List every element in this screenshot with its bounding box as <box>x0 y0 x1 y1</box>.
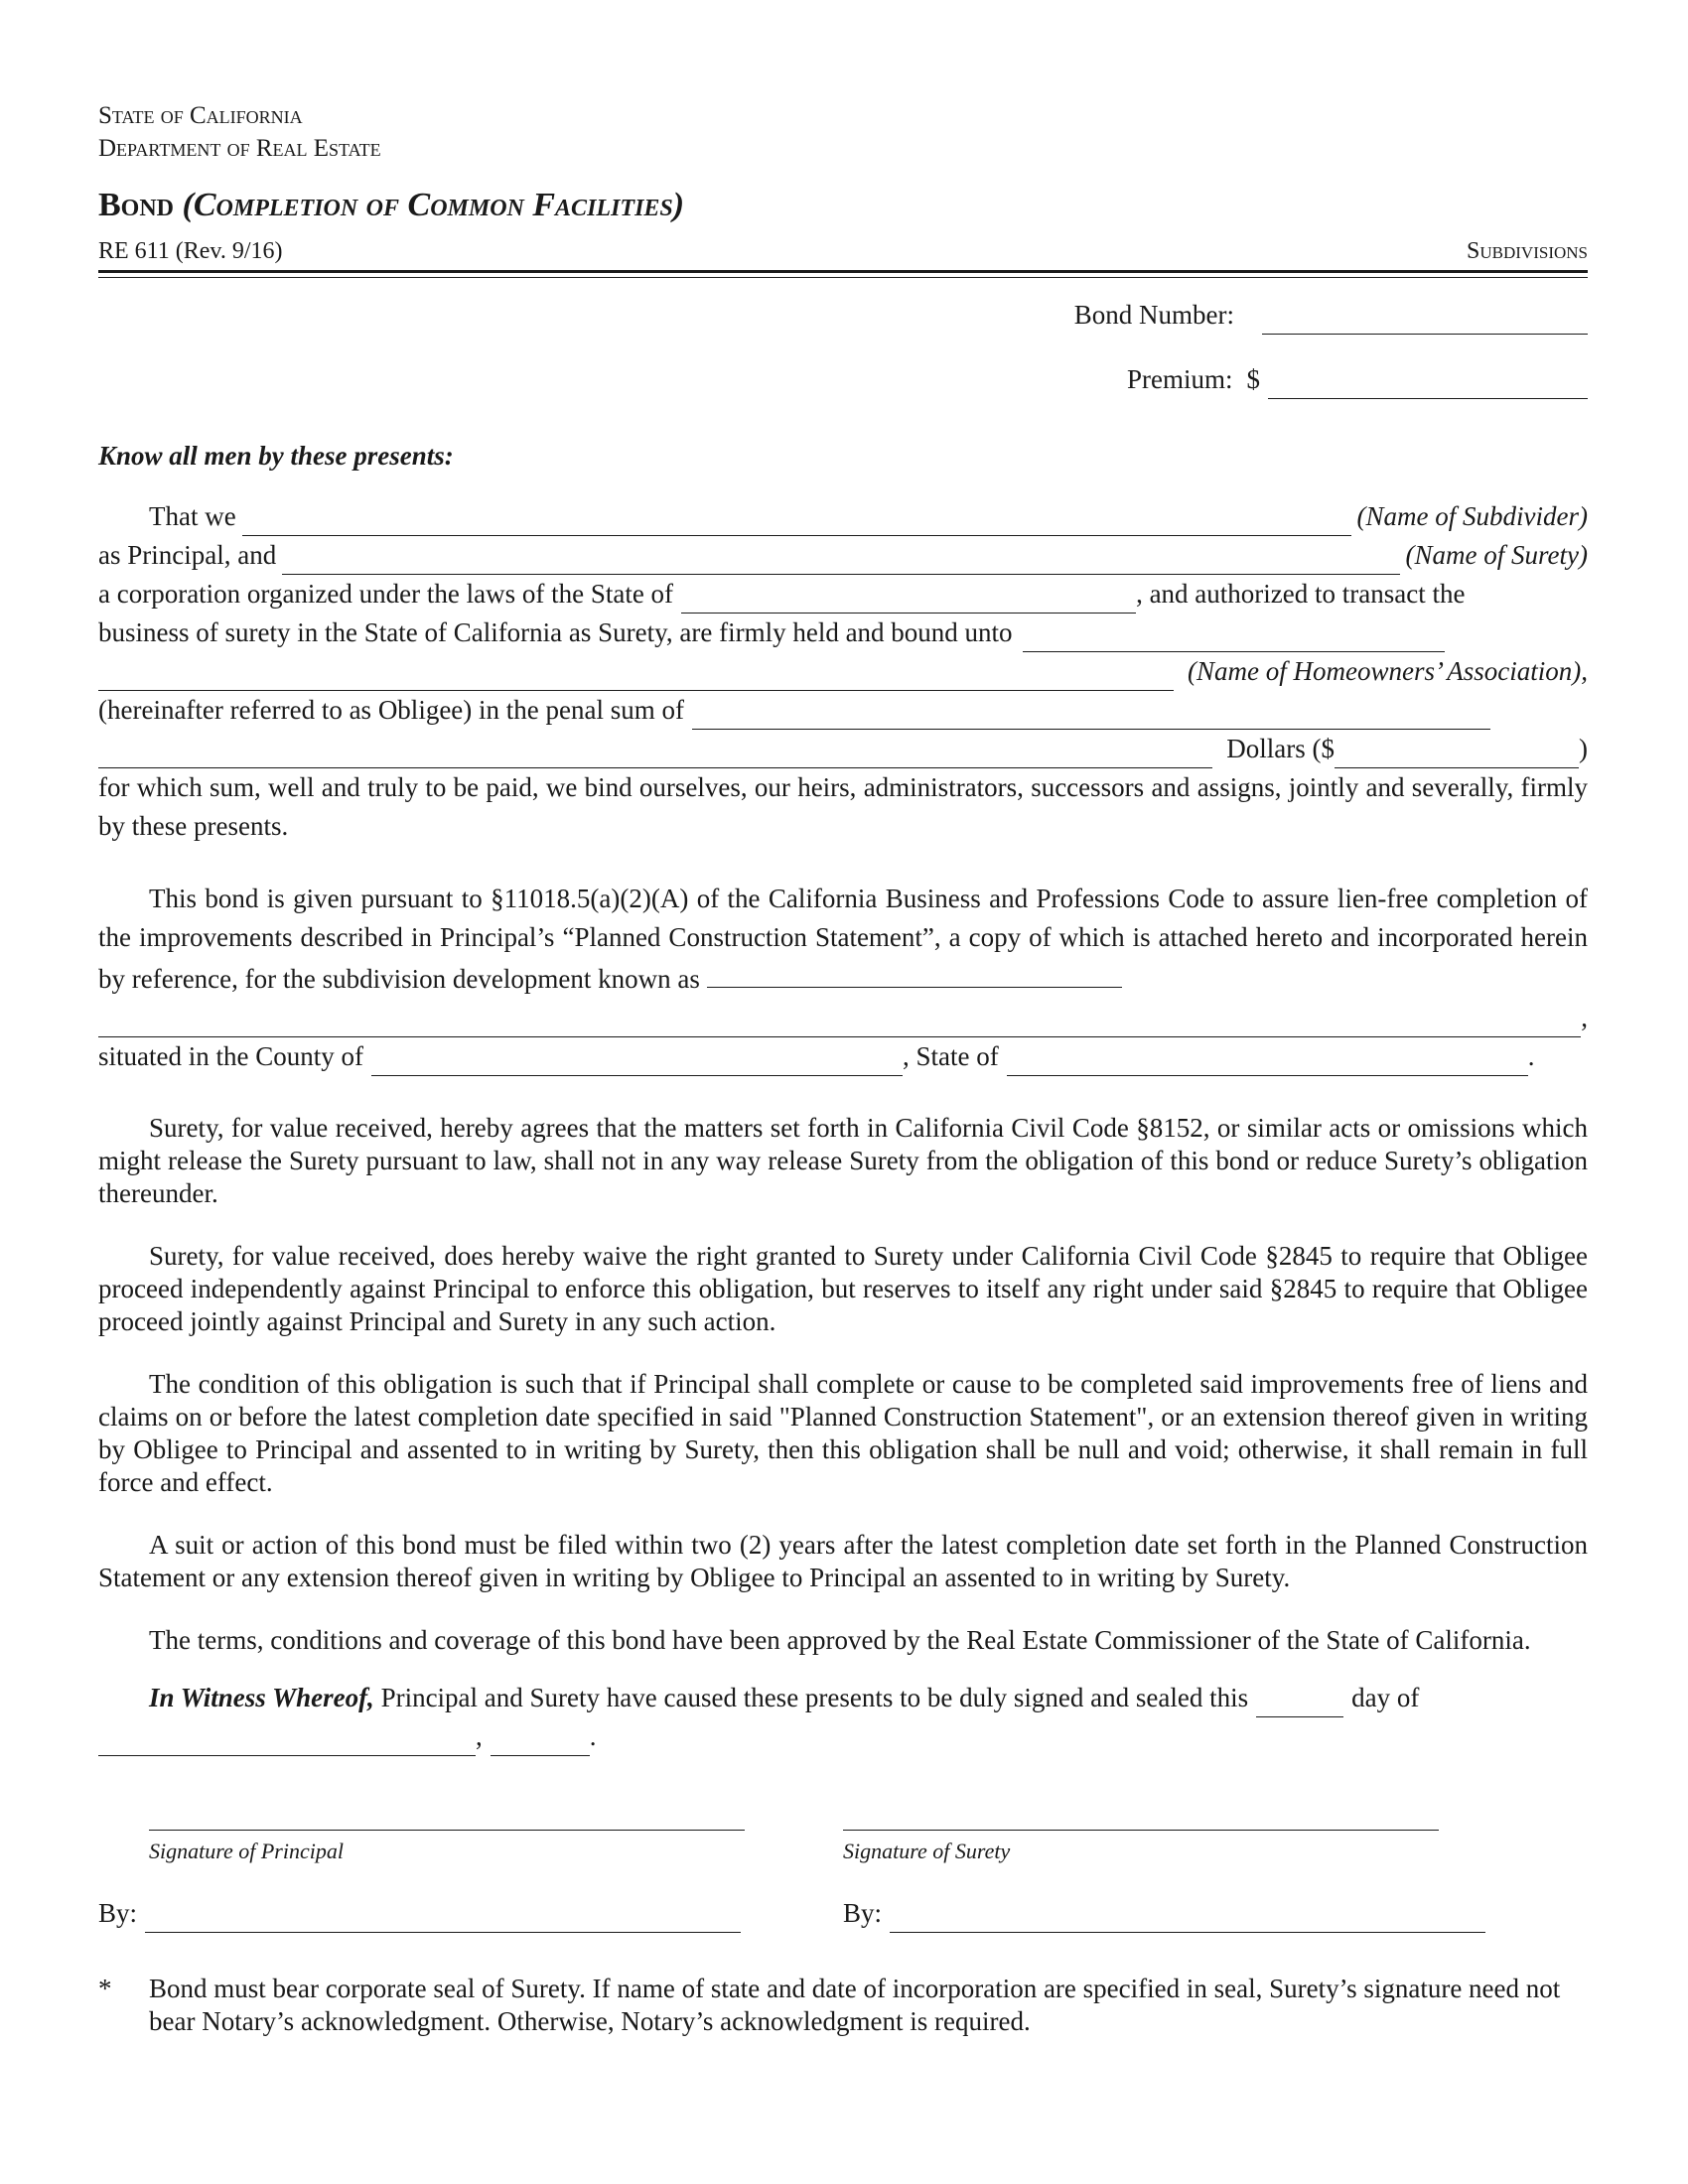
form-id-row <box>98 236 1588 266</box>
state-of-organization-field[interactable] <box>681 583 1136 614</box>
premium-label: Premium: <box>1127 364 1233 394</box>
footnote-text: Bond must bear corporate seal of Surety. If name of state and date of incorporation are specified in seal, Surety’s signature need not bear Notary’s acknowledgment. Otherwise, Notary’s acknowledgment is required. <box>149 1974 1561 2036</box>
as-principal-label: as Principal, and <box>98 540 277 570</box>
premium-currency: $ <box>1246 364 1260 394</box>
bond-number-label: Bond Number: <box>1073 300 1234 330</box>
county-field[interactable] <box>371 1045 903 1076</box>
footnote <box>98 1973 1588 2038</box>
agency-header <box>98 99 1588 165</box>
bond-meta <box>98 296 1588 399</box>
obligee-line <box>98 614 1588 652</box>
hereinafter-label: (hereinafter referred to as Obligee) in the penal sum of <box>98 695 684 725</box>
form-title-subtitle: (Completion of Common Facilities) <box>182 187 685 223</box>
situated-county-label: situated in the County of <box>98 1041 363 1071</box>
witness-month-field[interactable] <box>98 1725 476 1756</box>
surety-by-label: By: <box>843 1898 883 1928</box>
that-we-label: That we <box>149 501 236 531</box>
premium-row <box>98 360 1588 399</box>
state-of-label: , State of <box>902 1041 999 1071</box>
intro-heading: Know all men by these presents: <box>98 441 454 471</box>
para-2845: Surety, for value received, does hereby waive the right granted to Surety under California Civil Code §2845 to require that Obligee proceed independently against Principal to enforce this obligation, but reserves to itself any right under said §2845 to require that Obligee proceed jointly against Principal and Surety in any such action. <box>98 1241 1588 1336</box>
business-of-surety-label: business of surety in the State of California as Surety, are firmly held and bound unto <box>98 617 1013 647</box>
bond-number-field[interactable] <box>1262 304 1588 335</box>
subdivider-line <box>98 497 1588 536</box>
principal-by-field[interactable] <box>145 1902 741 1933</box>
state-of-organization-line <box>98 575 1588 614</box>
witness-line <box>98 1679 1588 1717</box>
hoa-line <box>98 652 1588 691</box>
bond-number-row <box>98 296 1588 335</box>
surety-name-field[interactable] <box>282 546 1399 575</box>
form-division: Subdivisions <box>1467 238 1588 264</box>
penal-sum-line <box>98 691 1588 730</box>
terms-block <box>98 1112 1588 1657</box>
subdivider-name-field[interactable] <box>242 507 1351 536</box>
corp-organized-label: a corporation organized under the laws of the State of <box>98 579 674 609</box>
agency-department: Department of Real Estate <box>98 135 381 162</box>
penal-sum-amount-field[interactable] <box>1335 738 1579 768</box>
subdivision-name-line <box>98 999 1588 1037</box>
obligee-field-start[interactable] <box>1023 621 1445 652</box>
witness-date-comma: , <box>476 1721 483 1751</box>
authorized-label: , and authorized to transact the <box>1136 579 1466 609</box>
surety-line <box>98 536 1588 575</box>
given-pursuant-block <box>98 880 1588 1076</box>
subdivider-hint: (Name of Subdivider) <box>1356 501 1588 531</box>
surety-hint: (Name of Surety) <box>1405 540 1588 570</box>
county-state-line <box>98 1037 1588 1076</box>
form-title <box>98 185 1588 226</box>
principal-signature-caption: Signature of Principal <box>149 1839 344 1863</box>
penal-sum-words-field-cont[interactable] <box>98 740 1212 768</box>
subdivision-name-field-cont[interactable] <box>98 1009 1581 1037</box>
para-terms: The terms, conditions and coverage of this bond have been approved by the Real Estate Commissioner of the State of California. <box>149 1625 1531 1655</box>
day-of-label: day of <box>1351 1683 1420 1712</box>
for-which-sum-text: for which sum, well and truly to be paid, we bind ourselves, our heirs, administrators, successors and assigns, jointly and severally, firmly by these presents. <box>98 772 1588 841</box>
obligation-block <box>98 497 1588 846</box>
surety-by-field[interactable] <box>890 1902 1485 1933</box>
surety-by <box>843 1894 1588 1933</box>
state-field[interactable] <box>1007 1045 1528 1076</box>
principal-by <box>98 1894 843 1933</box>
hoa-name-field[interactable] <box>98 662 1174 691</box>
para-condition: The condition of this obligation is such that if Principal shall complete or cause to be completed said improvements free of liens and claims on or before the latest completion date specified in said "Planned Construction Statement", or an extension thereof given in writing by Obligee to Principal and assented to in writing by Surety, then this obligation shall be null and void; otherwise, it shall remain in full force and effect. <box>98 1369 1588 1497</box>
witness-date-period: . <box>589 1721 597 1751</box>
witness-date-line <box>98 1717 1588 1756</box>
witness-block <box>98 1679 1588 1933</box>
witness-heading: In Witness Whereof, <box>149 1683 374 1712</box>
principal-signature-field[interactable] <box>149 1796 745 1831</box>
surety-signature-block <box>843 1796 1588 1866</box>
dollars-close: ) <box>1579 734 1588 763</box>
witness-day-field[interactable] <box>1256 1687 1343 1717</box>
agency-state: State of California <box>98 102 303 129</box>
witness-text: Principal and Surety have caused these presents to be duly signed and sealed this <box>373 1683 1249 1712</box>
hoa-hint: (Name of Homeowners’ Association), <box>1188 656 1588 686</box>
principal-signature-block <box>98 1796 843 1866</box>
surety-signature-field[interactable] <box>843 1796 1439 1831</box>
para-suit: A suit or action of this bond must be filed within two (2) years after the latest completion date set forth in the Planned Construction Statement or any extension thereof given in writing by Obligee to Principal an assented to in writing by Surety. <box>98 1530 1588 1592</box>
penal-sum-words-field[interactable] <box>692 699 1490 730</box>
principal-by-label: By: <box>98 1898 138 1928</box>
premium-field[interactable] <box>1268 368 1588 399</box>
dollars-line <box>98 730 1588 768</box>
given-pursuant-text <box>98 880 1588 999</box>
by-row <box>98 1894 1588 1933</box>
footnote-marker: * <box>98 1974 112 2003</box>
signature-columns <box>98 1796 1588 1866</box>
subdivision-comma: , <box>1581 1003 1588 1032</box>
form-number: RE 611 (Rev. 9/16) <box>98 238 283 264</box>
dollars-label: Dollars ($ <box>1226 734 1335 763</box>
bond-form-page <box>98 99 1588 2038</box>
given-pursuant-span: This bond is given pursuant to §11018.5(a)(2)(A) of the California Business and Professions Code to assure lien-free completion of the improvements described in Principal’s “Planned Construction Statement”, a copy of which is attached hereto and incorporated herein by reference, for the subdivision development known as <box>98 884 1588 994</box>
surety-signature-caption: Signature of Surety <box>843 1839 1011 1863</box>
county-state-period: . <box>1527 1041 1535 1071</box>
form-title-main: Bond <box>98 187 175 223</box>
witness-year-field[interactable] <box>491 1725 590 1756</box>
subdivision-name-field[interactable] <box>707 957 1122 988</box>
header-divider <box>98 270 1588 278</box>
para-8152: Surety, for value received, hereby agrees that the matters set forth in California Civil Code §8152, or similar acts or omissions which might release the Surety pursuant to law, shall not in any way release Surety from the obligation of this bond or reduce Surety’s obligation thereunder. <box>98 1113 1588 1208</box>
